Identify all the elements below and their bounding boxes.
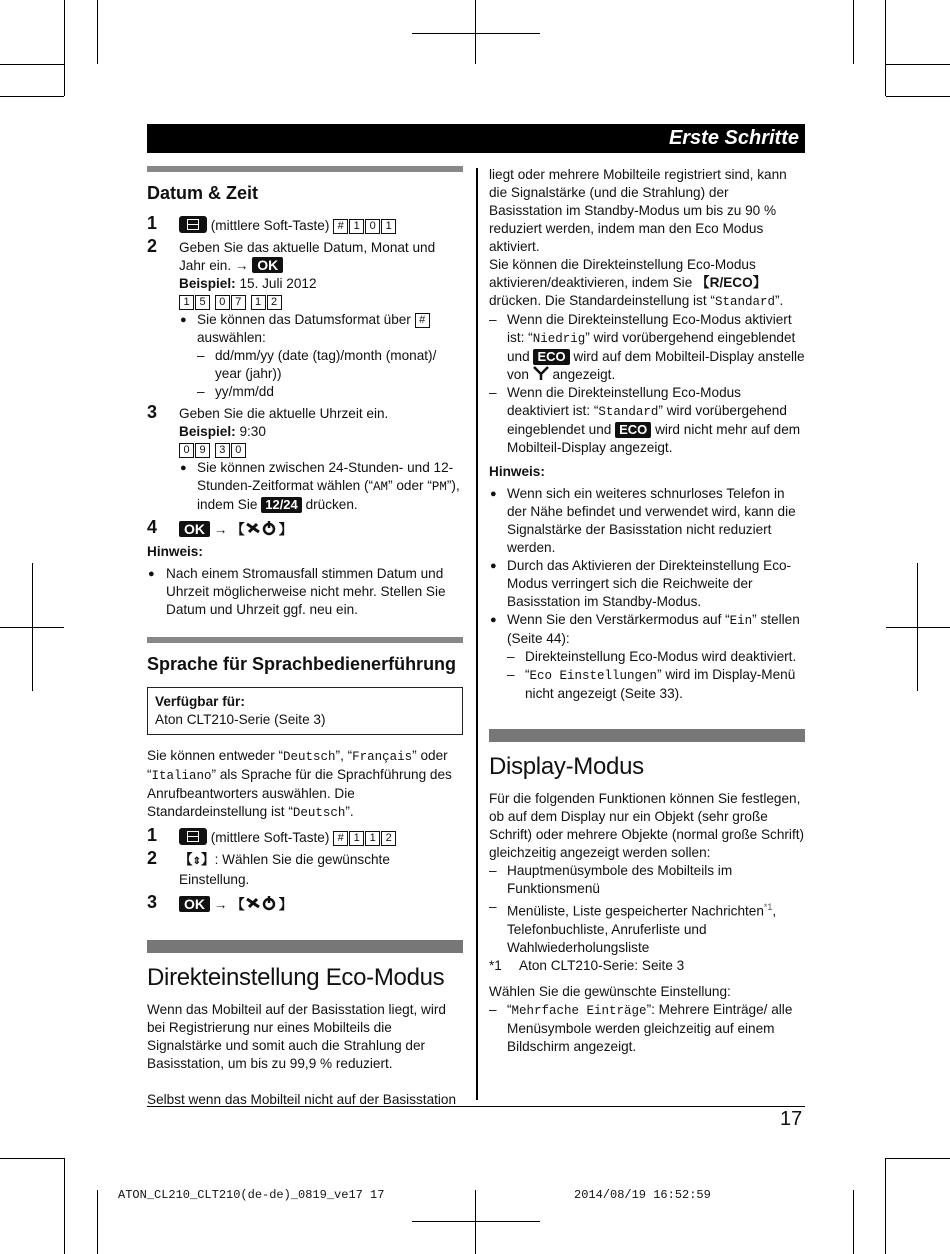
footer-date: 2014/08/19 16:52:59 — [574, 1188, 711, 1202]
menu-key-icon — [179, 828, 207, 845]
heading-display-modus: Display-Modus — [489, 753, 644, 780]
dash-item: – dd/mm/yy (date (tag)/month (monat)/ year (jahr)) — [197, 347, 463, 383]
section-bar — [147, 637, 463, 643]
crop-mark — [885, 0, 886, 96]
footer-file: ATON_CL210_CLT210(de-de)_0819_ve17 17 — [118, 1188, 385, 1202]
eco-paragraph-3: Sie können die Direkteinstellung Eco-Modus aktivieren/deaktivieren, indem Sie 【R/ECO】 drücken. Die Standardeinstellung ist “Standard”. — [489, 257, 784, 309]
bullet: ● Sie können das Datumsformat über # auswählen: – dd/mm/yy (date (tag)/month (monat)/ year (jahr)) – yy/mm/dd — [179, 311, 463, 401]
dash-item: – Wenn die Direkteinstellung Eco-Modus aktiviert ist: “Niedrig” wird vorübergehend eingeblendet und ECO wird auf dem Mobilteil-Display anstelle von angezeigt. — [489, 311, 805, 384]
crop-mark — [64, 1158, 65, 1254]
crop-mark — [97, 1190, 98, 1254]
crop-mark — [475, 1190, 476, 1254]
availability-box: Verfügbar für: Aton CLT210-Serie (Seite 3) — [147, 687, 463, 735]
crop-mark — [886, 627, 950, 628]
heading-datum-zeit: Datum & Zeit — [147, 183, 259, 203]
right-column — [489, 166, 805, 1056]
off-key-icon: 【 】 — [231, 522, 293, 537]
dash-item: – Wenn die Direkteinstellung Eco-Modus deaktiviert ist: “Standard” wird vorübergehend eingeblendet und ECO wird nicht mehr auf dem Mobilteil-Display angezeigt. — [489, 384, 805, 457]
crop-mark — [32, 563, 33, 691]
section-bar — [489, 729, 805, 742]
crop-mark — [917, 563, 918, 691]
crop-mark — [886, 64, 950, 65]
crop-mark — [886, 96, 950, 97]
display-paragraph-2: Wählen Sie die gewünschte Einstellung: — [489, 983, 731, 999]
eco-icon: ECO — [533, 349, 569, 365]
crop-mark — [853, 0, 854, 64]
display-paragraph: Für die folgenden Funktionen können Sie festlegen, ob auf dem Display nur ein Objekt (sehr große Schrift) oder mehrere Objekte (normal große Schrift) gleichzeitig angezeigt werden sollen: — [489, 791, 805, 860]
page-number: 17 — [780, 1108, 803, 1130]
up-down-key-icon: 【⇕】 — [179, 852, 215, 867]
sprache-step-2: 2 【⇕】: Wählen Sie die gewünschte Einstellung. — [147, 848, 390, 887]
crop-mark — [0, 64, 64, 65]
hinweis-bullet: ● Wenn sich ein weiteres schnurloses Telefon in der Nähe befindet und verwendet wird, kann die Signalstärke der Basisstation nicht reduziert werden. — [489, 485, 805, 557]
hinweis-bullet: ● Nach einem Stromausfall stimmen Datum und Uhrzeit möglicherweise nicht mehr. Stellen Sie Datum und Uhrzeit ggf. neu ein. — [147, 565, 463, 619]
heading-eco: Direkteinstellung Eco-Modus — [147, 964, 445, 991]
ok-key-icon: OK — [179, 896, 210, 912]
crop-mark — [475, 0, 476, 64]
header-title: Erste Schritte — [668, 127, 799, 149]
dash-item: – yy/mm/dd — [197, 383, 463, 401]
sprache-step-3: 3 OK → 【 】 — [147, 892, 293, 912]
ok-key-icon: OK — [252, 257, 283, 273]
dash-item: – “Eco Einstellungen” wird im Display-Menü nicht angezeigt (Seite 33). — [507, 666, 805, 703]
eco-paragraph-1: Wenn das Mobilteil auf der Basisstation liegt, wird bei Registrierung nur eines Mobilteils die Signalstärke und somit auch die Strahlung der Basisstation, um bis zu 99,9 % reduziert. — [147, 1002, 446, 1071]
eco-icon: ECO — [615, 422, 651, 438]
eco-paragraph-2: Selbst wenn das Mobilteil nicht auf der Basisstation — [147, 1092, 457, 1107]
sprache-step-1: 1 (mittlere Soft-Taste) # 1 1 2 — [147, 828, 463, 847]
r-eco-key: 【R/ECO】 — [696, 275, 767, 290]
crop-mark — [886, 1158, 950, 1159]
eco-paragraph-continued: liegt oder mehrere Mobilteile registriert sind, kann die Signalstärke (und die Strahlung) der Basisstation im Standby-Modus um bis zu 90 % reduziert werden, indem man den Eco Modus aktiviert. — [489, 167, 787, 254]
step-4: 4 OK → 【 】 — [147, 517, 293, 537]
section-bar — [147, 940, 463, 953]
antenna-icon — [533, 366, 549, 381]
hinweis-label: Hinweis: — [489, 464, 545, 479]
hinweis-bullet: ● Durch das Aktivieren der Direkteinstellung Eco-Modus verringert sich die Reichweite der Basisstation im Standby-Modus. — [489, 557, 805, 611]
column-divider — [476, 168, 478, 1100]
crop-mark — [64, 0, 65, 96]
ok-key-icon: OK — [179, 521, 210, 537]
step-1: 1 (mittlere Soft-Taste) # 1 0 1 — [147, 216, 463, 235]
crop-mark — [0, 1158, 64, 1159]
step-2: 2 Geben Sie das aktuelle Datum, Monat und Jahr ein. → OK Beispiel: 15. Juli 2012 1 5 0 7 1 2 ● Sie können das Datumsformat über # auswählen: – dd/mm/yy (date (tag)/month (monat)/ year (jahr)) – yy/mm/dd — [147, 239, 463, 401]
crop-mark — [412, 1221, 540, 1222]
menu-key-icon — [179, 216, 207, 233]
crop-mark — [97, 0, 98, 64]
dash-item: – Menüliste, Liste gespeicherter Nachrichten$^{*1}$, Telefonbuchliste, Anruferliste und Wahlwiederholungsliste — [489, 898, 805, 957]
crop-mark — [412, 33, 540, 34]
bullet: ● Sie können zwischen 24-Stunden- und 12-Stunden-Zeitformat wählen (“AM” oder “PM”), indem Sie 12/24 drücken. — [179, 459, 463, 514]
dash-item: – “Mehrfache Einträge”: Mehrere Einträge/ alle Menüsymbole werden gleichzeitig auf einem Bildschirm angezeigt. — [489, 1001, 805, 1056]
hinweis-bullet: ● Wenn Sie den Verstärkermodus auf “Ein” stellen (Seite 44): – Direkteinstellung Eco-Modus wird deaktiviert. – “Eco Einstellungen” wird im Display-Menü nicht angezeigt (Seite 33). — [489, 611, 805, 703]
left-column — [147, 166, 463, 1109]
sprache-paragraph: Sie können entweder “Deutsch”, “Français” oder “Italiano” als Sprache für die Sprachführung des Anrufbeantworters auswählen. Die Standardeinstellung ist “Deutsch”. — [147, 748, 452, 820]
hinweis-label: Hinweis: — [147, 544, 203, 559]
footnote: *1 Aton CLT210-Serie: Seite 3 — [489, 957, 685, 973]
section-bar — [147, 166, 463, 172]
bottom-rule — [147, 1106, 805, 1107]
crop-mark — [853, 1190, 854, 1254]
dash-item: – Direkteinstellung Eco-Modus wird deaktiviert. — [507, 648, 805, 666]
key-12-24-icon: 12/24 — [261, 497, 302, 513]
step-3: 3 Geben Sie die aktuelle Uhrzeit ein. Beispiel: 9:30 0 9 3 0 ● Sie können zwischen 24-Stunden- und 12-Stunden-Zeitformat wählen (“AM” oder “PM”), indem Sie 12/24 drücken. — [147, 405, 463, 514]
header-bar — [147, 124, 805, 153]
crop-mark — [885, 1158, 886, 1254]
off-key-icon: 【 】 — [231, 897, 293, 912]
heading-sprache: Sprache für Sprachbedienerführung — [147, 654, 457, 674]
dash-item: – Hauptmenüsymbole des Mobilteils im Funktionsmenü — [489, 862, 805, 898]
crop-mark — [0, 96, 64, 97]
